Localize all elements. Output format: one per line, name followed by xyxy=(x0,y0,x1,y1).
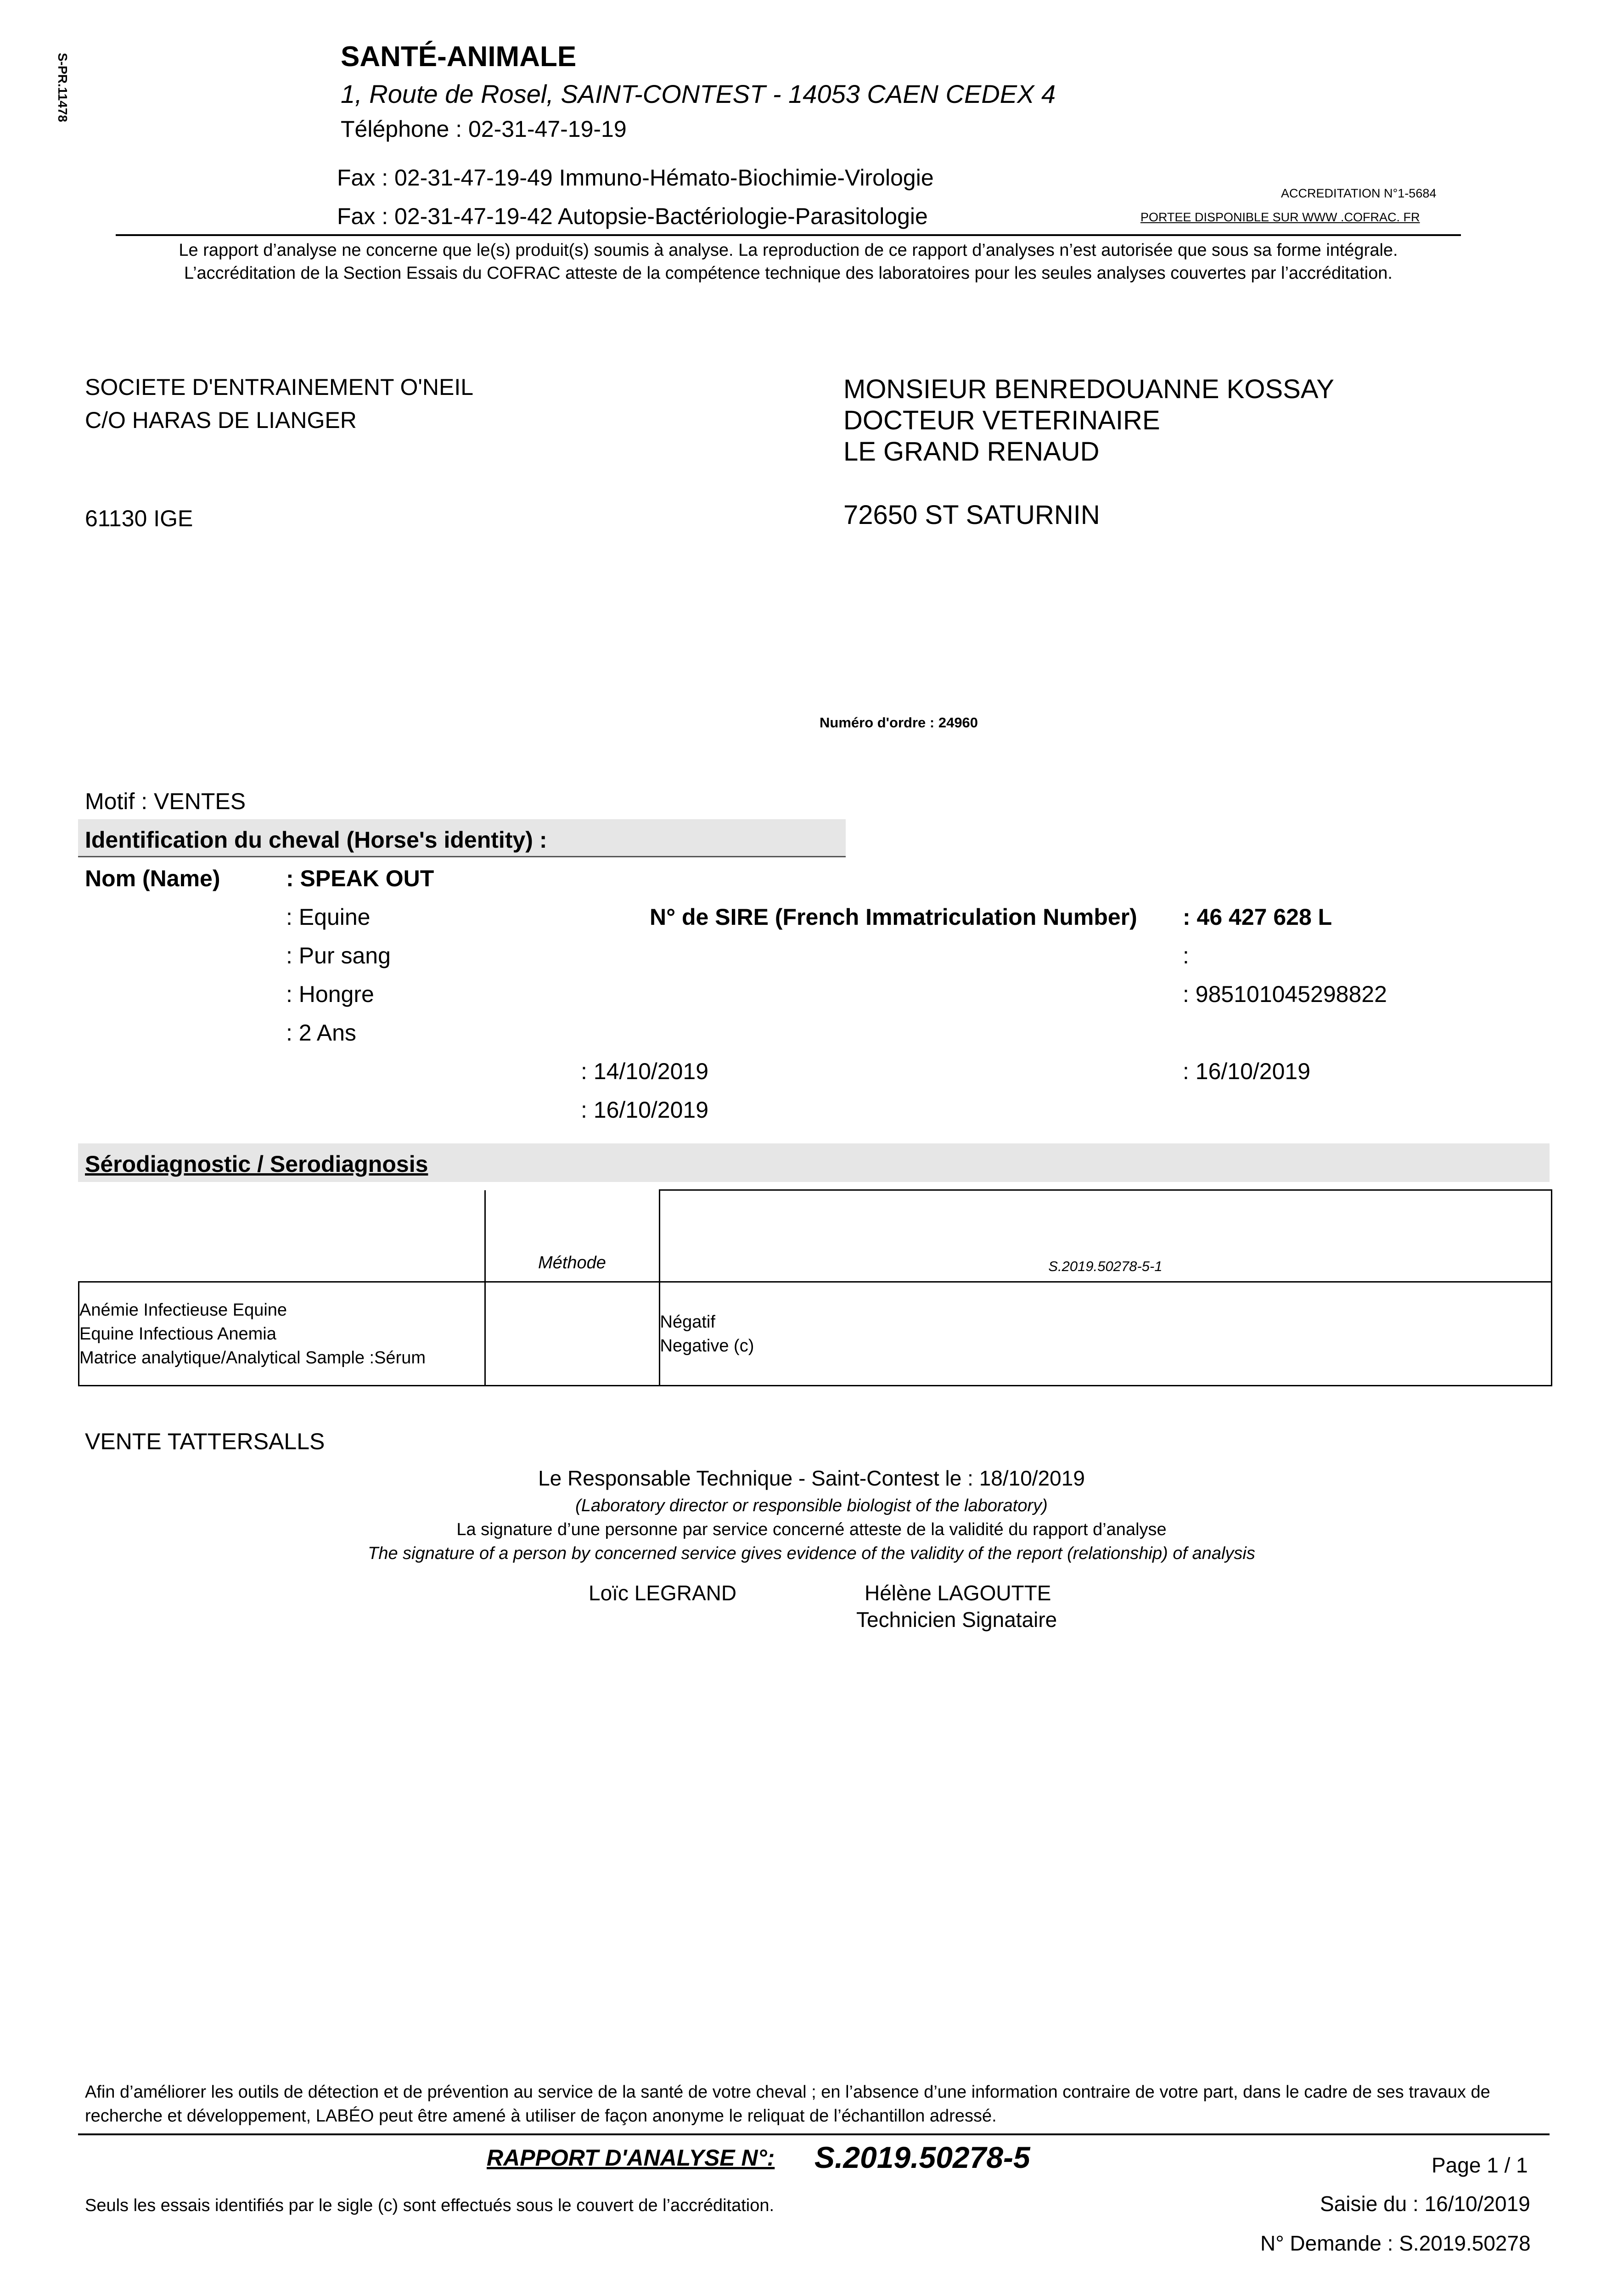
signature-note-en: The signature of a person by concerned service gives evidence of the validity of the report (relationship) of analysis xyxy=(368,1544,1255,1563)
accreditation-number: ACCREDITATION N°1-5684 xyxy=(1281,186,1437,200)
date-right: : 16/10/2019 xyxy=(1183,1058,1311,1084)
entry-date: Saisie du : 16/10/2019 xyxy=(1320,2192,1530,2216)
footer-note: Afin d’améliorer les outils de détection et de prévention au service de la santé de votre cheval ; en l’absence d’une information contraire de votre part, dans le cadre de ses travaux de recherche et développement, LABÉO peut être amené à utiliser de façon anonyme le reliquat de l’échantillon adressé. xyxy=(85,2082,1490,2126)
sample-id-header: S.2019.50278-5-1 xyxy=(1048,1258,1162,1274)
identification-title: Identification du cheval (Horse's identity) : xyxy=(85,827,547,853)
signature-note-fr: La signature d’une personne par service concerné atteste de la validité du rapport d’analyse xyxy=(456,1520,1167,1539)
method-header: Méthode xyxy=(538,1253,606,1272)
breed-right-value: : xyxy=(1183,943,1189,968)
sire-label: N° de SIRE (French Immatriculation Number) xyxy=(650,904,1137,930)
report-number-label: RAPPORT D'ANALYSE N°: xyxy=(487,2145,775,2171)
results-table xyxy=(78,1189,1552,1386)
signer-2-role: Technicien Signataire xyxy=(856,1608,1057,1632)
signer-2-name: Hélène LAGOUTTE xyxy=(865,1581,1051,1605)
transponder-number: : 985101045298822 xyxy=(1183,981,1387,1007)
page-number: Page 1 / 1 xyxy=(1432,2153,1528,2177)
technical-manager-line: Le Responsable Technique - Saint-Contest le : 18/10/2019 xyxy=(538,1466,1085,1490)
report-disclaimer xyxy=(116,239,1461,285)
reception-date: : 16/10/2019 xyxy=(581,1097,709,1123)
serodiagnostic-title: Sérodiagnostic / Serodiagnosis xyxy=(85,1151,428,1177)
sender-name: SOCIETE D'ENTRAINEMENT O'NEIL xyxy=(85,374,474,400)
sender-care-of: C/O HARAS DE LIANGER xyxy=(85,407,357,433)
horse-species: : Equine xyxy=(286,904,371,930)
table-row xyxy=(79,1282,1552,1386)
result-en: Negative (c) xyxy=(660,1336,754,1356)
accreditation-footnote: Seuls les essais identifiés par le sigle (c) sont effectués sous le couvert de l’accréditation. xyxy=(85,2196,775,2215)
footer-divider xyxy=(78,2133,1550,2135)
document-code: S-PR.11478 xyxy=(56,53,70,122)
lab-director-note: (Laboratory director or responsible biologist of the laboratory) xyxy=(575,1496,1048,1515)
vet-address: LE GRAND RENAUD xyxy=(843,437,1100,467)
lab-fax-immuno: Fax : 02-31-47-19-49 Immuno-Hémato-Biochimie-Virologie xyxy=(337,165,934,191)
accreditation-scope-link[interactable]: PORTEE DISPONIBLE SUR WWW .COFRAC. FR xyxy=(1140,210,1420,224)
vet-title: DOCTEUR VETERINAIRE xyxy=(843,405,1160,435)
analysis-matrix: Matrice analytique/Analytical Sample :Sérum xyxy=(79,1348,426,1367)
lab-name: SANTÉ-ANIMALE xyxy=(341,41,577,73)
result-fr: Négatif xyxy=(660,1312,715,1332)
lab-fax-autopsie: Fax : 02-31-47-19-42 Autopsie-Bactériologie-Parasitologie xyxy=(337,203,928,229)
request-number: N° Demande : S.2019.50278 xyxy=(1260,2231,1531,2255)
lab-telephone: Téléphone : 02-31-47-19-19 xyxy=(341,116,627,142)
horse-name-value: : SPEAK OUT xyxy=(286,866,434,891)
analysis-name-en: Equine Infectious Anemia xyxy=(79,1324,276,1344)
horse-name-label: Nom (Name) xyxy=(85,866,220,891)
sale-name: VENTE TATTERSALLS xyxy=(85,1429,325,1454)
disclaimer-line: Le rapport d’analyse ne concerne que le(s) produit(s) soumis à analyse. La reproduction de ce rapport d’analyses n’est autorisée que sous sa forme intégrale. xyxy=(179,241,1398,260)
report-number: S.2019.50278-5 xyxy=(814,2140,1030,2174)
reason: Motif : VENTES xyxy=(85,788,246,814)
vet-name: MONSIEUR BENREDOUANNE KOSSAY xyxy=(843,374,1334,404)
signer-1-name: Loïc LEGRAND xyxy=(589,1581,737,1605)
sender-city: 61130 IGE xyxy=(85,506,193,531)
disclaimer-line: L’accréditation de la Section Essais du COFRAC atteste de la compétence technique des laboratoires pour les seules analyses couvertes par l’accréditation. xyxy=(184,264,1393,283)
sire-value: : 46 427 628 L xyxy=(1183,904,1332,930)
horse-breed: : Pur sang xyxy=(286,943,391,968)
results-header-row xyxy=(79,1190,1552,1282)
sampling-date: : 14/10/2019 xyxy=(581,1058,709,1084)
header-divider xyxy=(116,234,1461,236)
analysis-name-fr: Anémie Infectieuse Equine xyxy=(79,1300,287,1320)
horse-sex: : Hongre xyxy=(286,981,374,1007)
vet-city: 72650 ST SATURNIN xyxy=(843,500,1100,530)
horse-age: : 2 Ans xyxy=(286,1020,356,1046)
order-number: Numéro d'ordre : 24960 xyxy=(820,715,978,731)
lab-address: 1, Route de Rosel, SAINT-CONTEST - 14053 CAEN CEDEX 4 xyxy=(341,79,1056,108)
identification-underline xyxy=(78,856,846,857)
